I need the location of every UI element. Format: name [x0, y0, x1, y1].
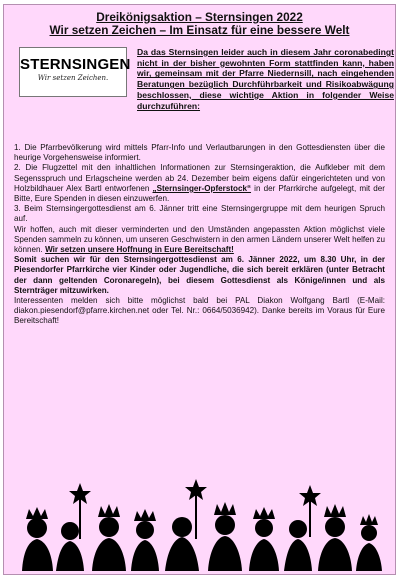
silhouette-king-7	[356, 514, 382, 571]
star-singers-silhouettes-icon	[18, 475, 383, 571]
silhouette-star-bearer-2	[165, 479, 207, 571]
silhouette-king-4	[208, 502, 242, 571]
paragraph-2-text-c: in der Pfarrkirche aufgelegt, mit der Bitte, Eure Spenden in diesen einzuwerfen.	[14, 183, 385, 204]
paragraph-2	[14, 163, 385, 204]
logo-main-text: STERNSINGEN	[20, 56, 131, 73]
poster-title	[4, 11, 395, 37]
title-line-1: Dreikönigsaktion – Sternsingen 2022	[96, 10, 303, 24]
sternsingen-logo	[19, 47, 131, 97]
silhouette-star-bearer-3	[284, 485, 321, 571]
silhouette-king-2	[92, 504, 126, 571]
hope-highlight: Wir setzen unsere Hoffnung in Eure Bereitschaft!	[45, 245, 234, 255]
contact-paragraph: Interessenten melden sich bitte möglichst bald bei PAL Diakon Wolfgang Bartl (E-Mail: diakon.piesendorf@pfarre.kirchen.net oder Tel. Nr.: 0664/5036942). Danke bereits im Voraus für Eure Bereitschaft!	[14, 296, 385, 326]
opferstock-highlight: „Sternsinger-Opferstock“	[152, 183, 252, 193]
logo-sub-text: Wir setzen Zeichen.	[37, 74, 109, 82]
paragraph-2-text-a: 2. Die Flugzettel mit den inhaltlichen Informationen zur Sternsingeraktion, die Aufkleber mit dem Segensspruch und Erlagscheine werden ab 24. Dezember beim eigens dafür eingerichteten und von Holzbildhauer Alex Bartl entworfenen	[14, 163, 385, 193]
silhouette-king-3	[131, 509, 159, 571]
silhouette-star-bearer-1	[56, 483, 91, 571]
intro-section	[14, 47, 394, 143]
intro-text: Da das Sternsingen leider auch in diesem Jahr coronabedingt nicht in der bisher gewohnten Form stattfinden kann, haben wir, gemeinsam mit der Pfarre Niedernsill, nach eingehenden Beratungen bezüglich Durchführbarkeit und Risikoabwägung beschlossen, diese wichtige Aktion in folgender Weise durchzuführen:	[137, 47, 394, 111]
poster	[3, 4, 396, 575]
title-line-2: Wir setzen Zeichen – Im Einsatz für eine bessere Welt	[49, 23, 350, 37]
paragraph-3: 3. Beim Sternsingergottesdienst am 6. Jänner tritt eine Sternsingergruppe mit dem heurigen Spruch auf.	[14, 204, 385, 224]
paragraph-5: Somit suchen wir für den Sternsingergottesdienst am 6. Jänner 2022, um 8.30 Uhr, in der Piesendorfer Pfarrkirche vier Kinder oder Jugendliche, die sich bereit erklären (unter Betracht der dann geltenden Coronaregeln), bei diesem Gottesdienst als Könige/innen und als Sternträger mitzuwirken.	[14, 255, 385, 295]
silhouette-king-5	[249, 507, 279, 571]
silhouette-king-6	[318, 504, 352, 571]
paragraph-4-text: Wir hoffen, auch mit dieser verminderten und den Umständen angepassten Aktion möglichst viele Spenden sammeln zu können, um unseren Geschwistern in den armen Ländern unserer Welt helfen zu können.	[14, 224, 385, 255]
silhouette-king-1	[22, 507, 53, 571]
paragraph-1: 1. Die Pfarrbevölkerung wird mittels Pfarr-Info und Verlautbarungen in den Gottesdiensten über die heurige Vorgehensweise informiert.	[14, 143, 385, 163]
paragraph-4	[14, 225, 385, 256]
